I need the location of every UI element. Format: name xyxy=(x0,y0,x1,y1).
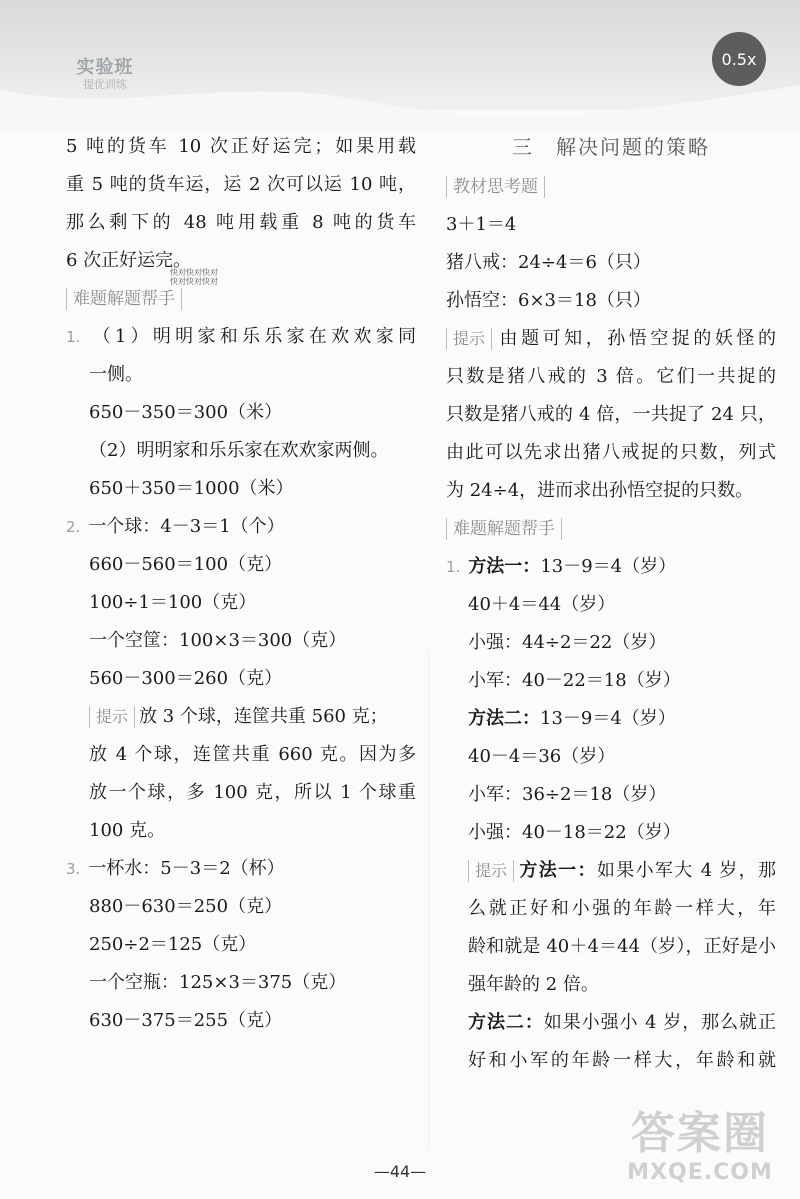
method-label: 方法一： xyxy=(468,556,541,577)
question-3-line xyxy=(66,850,416,888)
hint-text: 由题可知，孙悟空捉的妖怪的 xyxy=(496,328,776,349)
hint-text: 放 3 个球，连筐共重 560 克； xyxy=(139,706,388,727)
hint-line: 为 24÷4，进而求出孙悟空捉的只数。 xyxy=(446,480,754,501)
question-2-line: 660－560＝100（克） xyxy=(89,554,283,575)
hint-line: 100 克。 xyxy=(89,820,166,841)
question-2-line xyxy=(66,508,416,546)
small-note-line: 快对快对快对 xyxy=(170,277,218,286)
question-number: 1. xyxy=(446,558,461,576)
section-heading-right xyxy=(446,168,776,206)
answer-text: 一杯水：5－3＝2（杯） xyxy=(88,858,285,879)
method-1-line: 小强：44÷2＝22（岁） xyxy=(468,632,667,653)
question-2-line: 一个空筐：100×3＝300（克） xyxy=(89,630,347,651)
method-1-line: 40＋4＝44（岁） xyxy=(468,594,616,615)
hint-tag: 提示 xyxy=(89,706,135,728)
answer-text: 13－9＝4（岁） xyxy=(540,708,676,729)
page-number: —44— xyxy=(373,1162,427,1181)
section-heading-right xyxy=(446,510,776,548)
question-3-line: 630－375＝255（克） xyxy=(89,1010,283,1031)
method-2-line: 小强：40－18＝22（岁） xyxy=(468,822,681,843)
question-number: 3. xyxy=(66,860,81,878)
section-tag: 难题解题帮手 xyxy=(66,288,182,310)
site-watermark-logo xyxy=(610,1108,790,1194)
left-column xyxy=(66,128,416,1040)
playback-speed-button[interactable]: 0.5x xyxy=(712,32,766,86)
hint-line xyxy=(446,1004,776,1042)
method-label: 方法二： xyxy=(468,708,540,729)
method-2-line: 小军：36÷2＝18（岁） xyxy=(468,784,667,805)
intro-line: 那么剩下的 48 吨用载重 8 吨的货车 xyxy=(66,212,416,233)
hint-line: 只数是猪八戒的 4 倍，一共捉了 24 只， xyxy=(446,404,776,425)
brand-logo-title: 实验班 xyxy=(76,57,134,78)
right-column xyxy=(446,128,776,1080)
column-divider xyxy=(428,650,429,1150)
question-1-line: 一侧。 xyxy=(89,364,143,385)
answer-line: 孙悟空：6×3＝18（只） xyxy=(446,290,651,311)
question-3-line: 250÷2＝125（克） xyxy=(89,934,257,955)
method-1-line xyxy=(446,548,776,586)
small-note-line: 快对快对快对 xyxy=(170,268,218,277)
answer-line: 猪八戒：24÷4＝6（只） xyxy=(446,252,651,273)
question-1-line: 650＋350＝1000（米） xyxy=(89,478,294,499)
question-2-line: 560－300＝260（克） xyxy=(89,668,283,689)
hint-line xyxy=(446,320,776,358)
hint-line: 放一个球，多 100 克，所以 1 个球重 xyxy=(89,782,416,803)
answer-text: 13－9＝4（岁） xyxy=(540,556,677,577)
method-label: 方法一： xyxy=(518,860,597,881)
intro-line: 重 5 吨的货车运，运 2 次可以运 10 吨， xyxy=(66,174,416,195)
question-1-line: 650－350＝300（米） xyxy=(89,402,283,423)
hint-tag: 提示 xyxy=(446,328,492,350)
brand-logo-subtitle: 提优训练 xyxy=(83,78,127,91)
answer-text: 一个球：4－3＝1（个） xyxy=(88,516,285,537)
small-watermark-note xyxy=(170,268,218,286)
hint-line: 由此可以先求出猪八戒捉的只数，列式 xyxy=(446,442,776,463)
watermark-title: 答案圈 xyxy=(631,1108,769,1159)
hint-line xyxy=(66,698,416,736)
chapter-title: 三 解决问题的策略 xyxy=(512,135,710,159)
section-tag: 教材思考题 xyxy=(446,176,545,198)
hint-line: 放 4 个球，连筐共重 660 克。因为多 xyxy=(89,744,416,765)
answer-text: （1）明明家和乐乐家在欢欢家同 xyxy=(88,326,416,347)
question-1-line xyxy=(66,318,416,356)
hint-line: 么就正好和小强的年龄一样大，年 xyxy=(468,898,776,919)
section-tag: 难题解题帮手 xyxy=(446,518,562,540)
intro-line: 6 次正好运完。 xyxy=(66,250,192,271)
answer-line: 3＋1＝4 xyxy=(446,214,517,235)
question-number: 1. xyxy=(66,328,81,346)
method-1-line: 小军：40－22＝18（岁） xyxy=(468,670,681,691)
method-label: 方法二： xyxy=(468,1012,544,1033)
question-3-line: 一个空瓶：125×3＝375（克） xyxy=(89,972,347,993)
hint-line: 强年龄的 2 倍。 xyxy=(468,974,599,995)
hint-text: 如果小军大 4 岁，那 xyxy=(596,860,777,881)
question-2-line: 100÷1＝100（克） xyxy=(89,592,257,613)
hint-line: 龄和就是 40＋4＝44（岁），正好是小 xyxy=(468,936,776,957)
question-1-line: （2）明明家和乐乐家在欢欢家两侧。 xyxy=(89,440,389,461)
hint-text: 如果小强小 4 岁，那么就正 xyxy=(543,1012,776,1033)
method-2-line: 40－4＝36（岁） xyxy=(468,746,616,767)
question-3-line: 880－630＝250（克） xyxy=(89,896,283,917)
intro-line: 5 吨的货车 10 次正好运完；如果用载 xyxy=(66,136,416,157)
method-2-line xyxy=(446,700,776,738)
hint-line: 好和小军的年龄一样大，年龄和就 xyxy=(468,1050,776,1071)
section-heading-left xyxy=(66,280,416,318)
watermark-url: MXQE.COM xyxy=(627,1160,773,1185)
brand-logo xyxy=(70,58,140,92)
hint-tag: 提示 xyxy=(468,860,514,882)
hint-line: 只数是猪八戒的 3 倍。它们一共捉的 xyxy=(446,366,776,387)
question-number: 2. xyxy=(66,518,81,536)
hint-line xyxy=(446,852,776,890)
